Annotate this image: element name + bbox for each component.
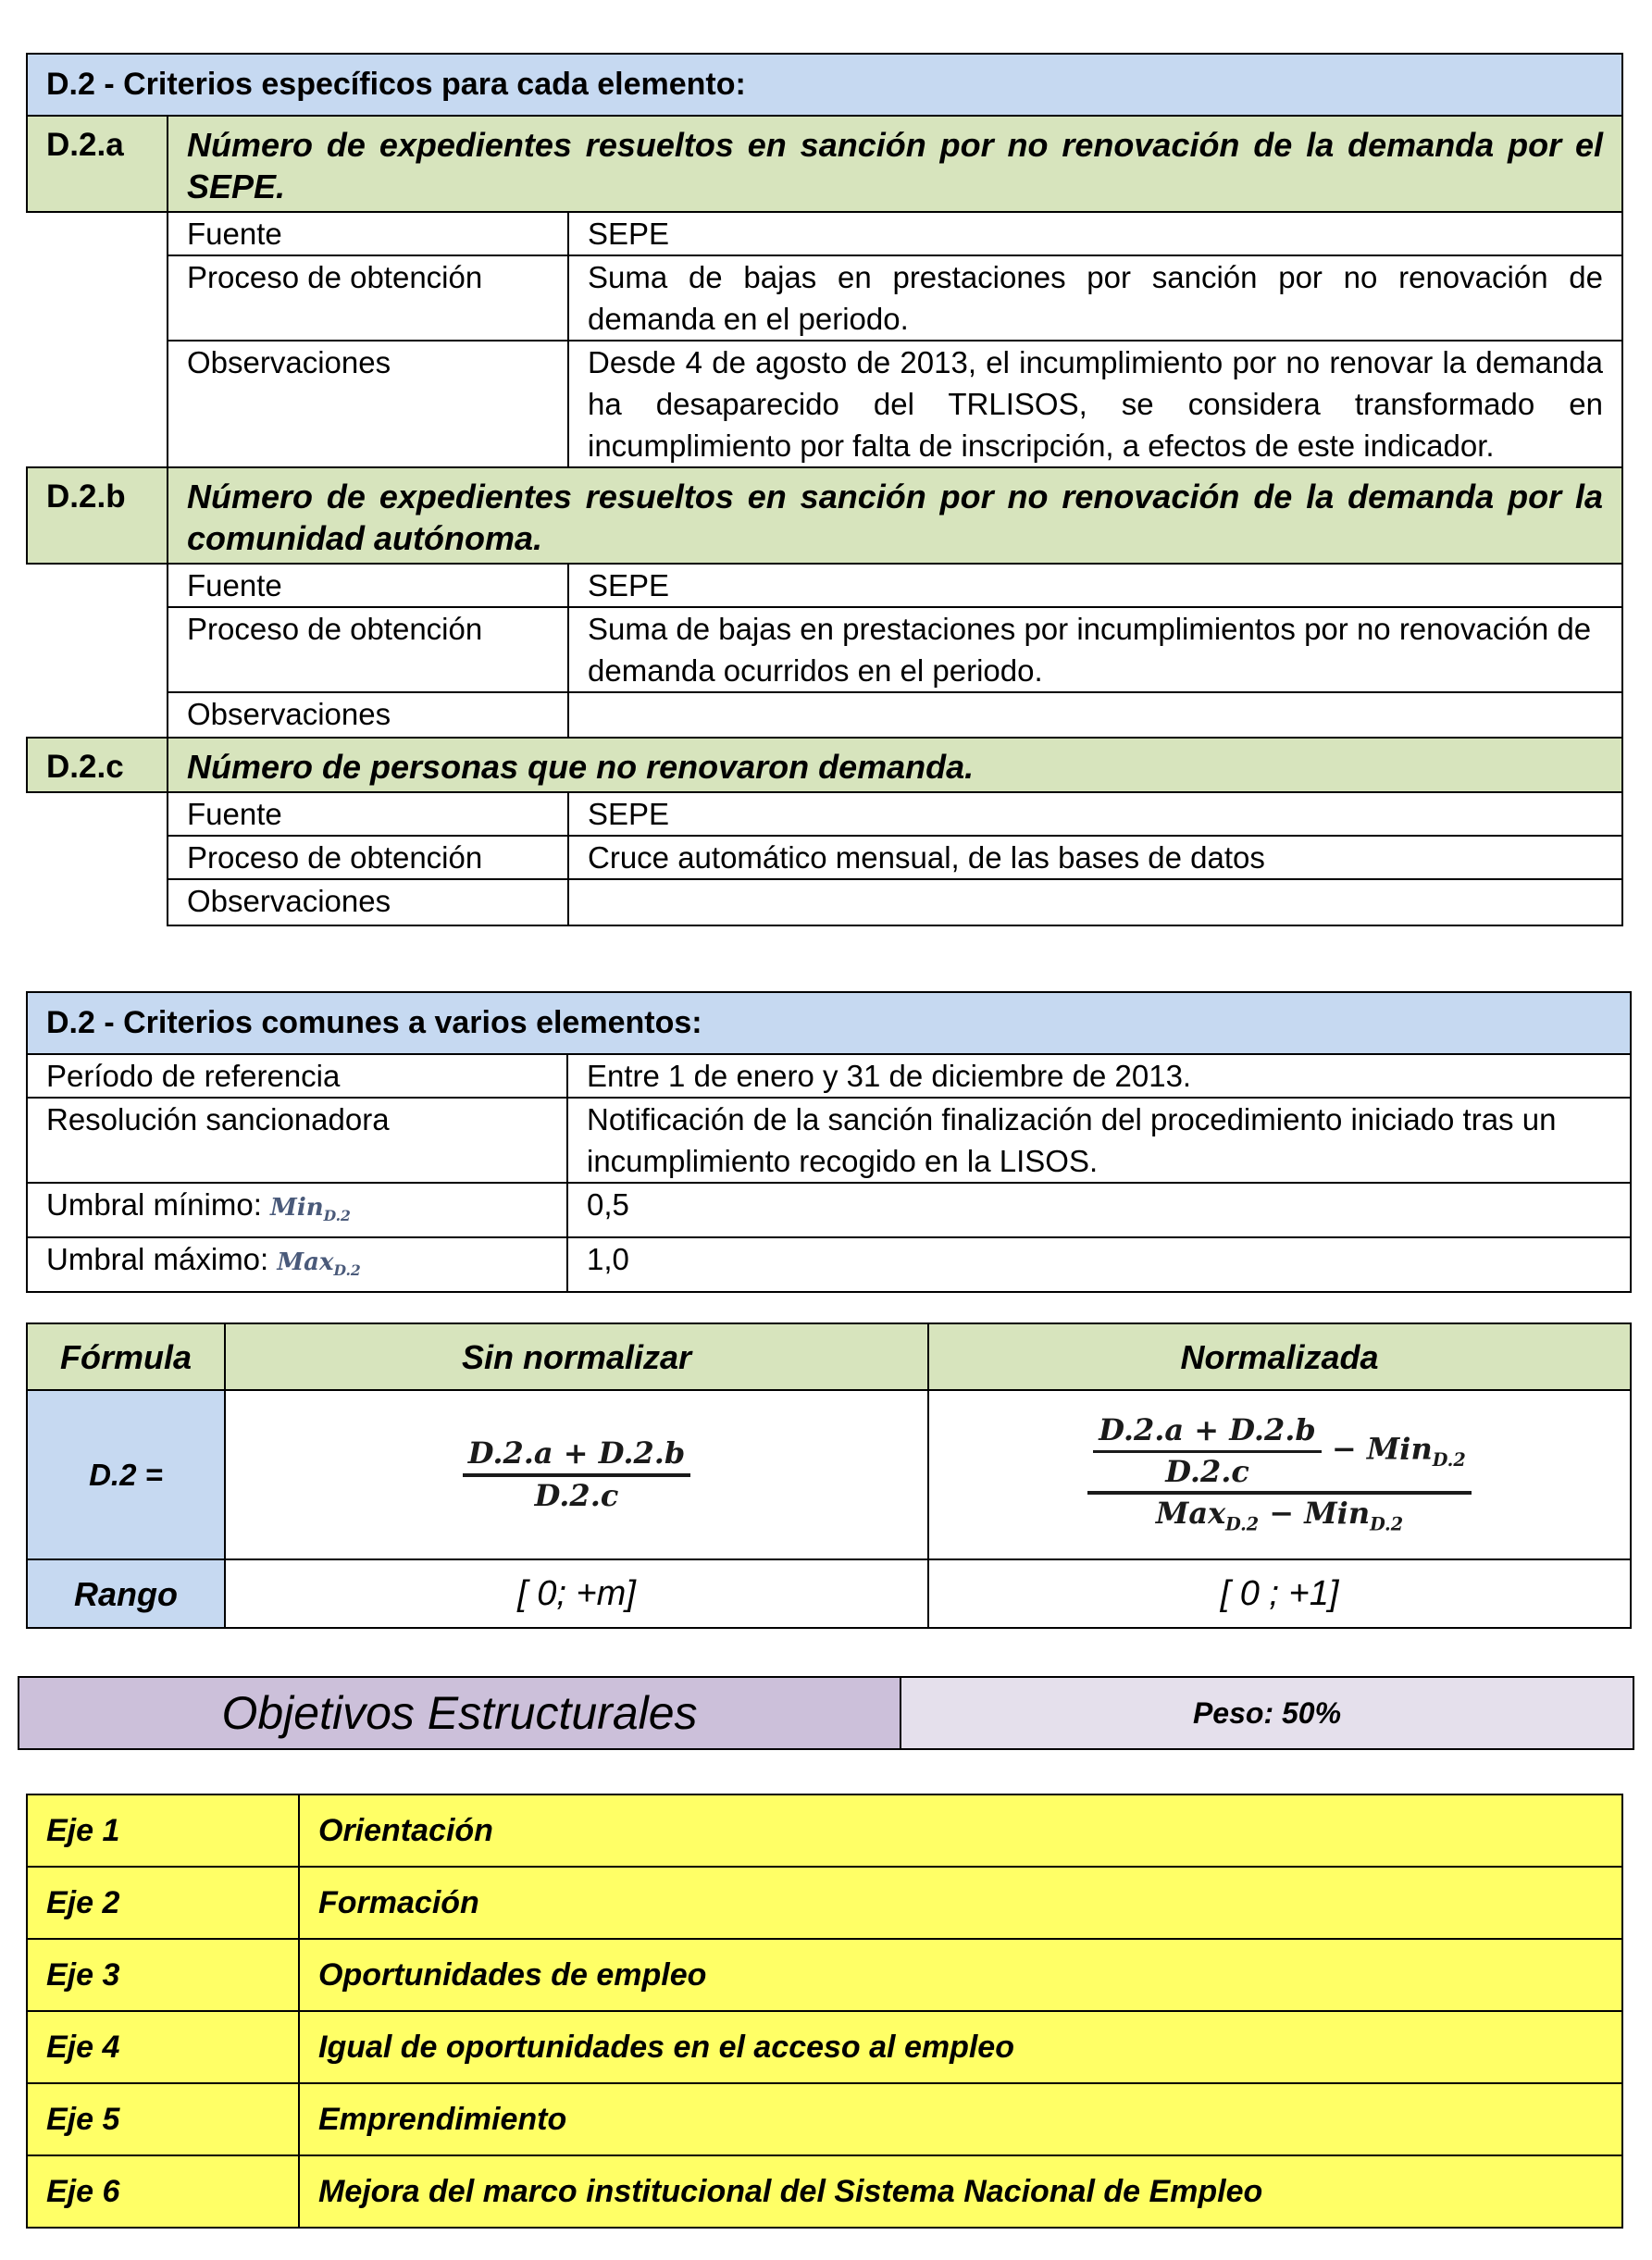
den-min-term: Min bbox=[1304, 1496, 1371, 1532]
table-row bbox=[27, 255, 1622, 341]
min-symbol-text: Min bbox=[270, 1194, 324, 1222]
inner-numerator: D.2.a + D.2.b bbox=[1093, 1415, 1322, 1453]
row-label: Observaciones bbox=[168, 341, 568, 467]
min-symbol-sub: D.2 bbox=[323, 1207, 351, 1225]
row-value bbox=[568, 879, 1622, 925]
row-value bbox=[568, 692, 1622, 738]
rango-row bbox=[27, 1559, 1631, 1628]
eje-row bbox=[27, 2155, 1622, 2228]
min-term: Min bbox=[1366, 1431, 1433, 1467]
objetivos-table bbox=[18, 1676, 1634, 1750]
row-label: Observaciones bbox=[168, 692, 568, 738]
inner-fraction bbox=[1093, 1412, 1322, 1489]
row-label-cell bbox=[27, 1183, 567, 1237]
minus-sign: − bbox=[1331, 1431, 1367, 1467]
criterios-comunes-block bbox=[26, 991, 1632, 1293]
sin-normalizar-formula bbox=[225, 1390, 928, 1559]
table-row bbox=[27, 1098, 1631, 1183]
indent-spacer bbox=[27, 564, 168, 738]
eje-name: Formación bbox=[299, 1867, 1622, 1939]
row-label: Proceso de obtención bbox=[168, 607, 568, 692]
formula-header-row bbox=[27, 1323, 1631, 1390]
row-label: Proceso de obtención bbox=[168, 836, 568, 879]
row-label: Fuente bbox=[168, 564, 568, 607]
element-title: Número de personas que no renovaron demanda. bbox=[168, 738, 1622, 792]
eje-row bbox=[27, 2083, 1622, 2155]
row-value: SEPE bbox=[568, 792, 1622, 836]
eje-row bbox=[27, 1794, 1622, 1867]
fraction-numerator: D.2.a + D.2.b bbox=[463, 1438, 691, 1477]
element-title: Número de expedientes resueltos en sanción por no renovación de la demanda por la comunidad autónoma. bbox=[168, 467, 1622, 564]
element-code: D.2.b bbox=[27, 467, 168, 564]
min-term-sub: D.2 bbox=[1432, 1449, 1466, 1471]
outer-fraction bbox=[1087, 1412, 1471, 1535]
row-label-cell bbox=[27, 1237, 567, 1292]
outer-denominator bbox=[1150, 1495, 1409, 1534]
max-symbol-sub: D.2 bbox=[333, 1261, 361, 1280]
min-symbol bbox=[270, 1194, 351, 1225]
criterios-comunes-title: D.2 - Criterios comunes a varios elementos: bbox=[27, 992, 1631, 1054]
row-label: Fuente bbox=[168, 212, 568, 255]
ejes-block bbox=[26, 1794, 1623, 2229]
table-row bbox=[27, 341, 1622, 467]
eje-code: Eje 4 bbox=[27, 2011, 299, 2083]
row-value: Desde 4 de agosto de 2013, el incumplimiento por no renovar la demanda ha desaparecido del TRLISOS, se considera transformado en incumplimiento por falta de inscripción, a efectos de este indicador. bbox=[568, 341, 1622, 467]
table-row bbox=[27, 212, 1622, 255]
element-code: D.2.c bbox=[27, 738, 168, 792]
sin-normalizar-header: Sin normalizar bbox=[225, 1323, 928, 1390]
table-row bbox=[27, 792, 1622, 836]
row-value: 0,5 bbox=[567, 1183, 1631, 1237]
eje-name: Orientación bbox=[299, 1794, 1622, 1867]
row-label: Umbral mínimo: bbox=[46, 1187, 271, 1222]
eje-row bbox=[27, 2011, 1622, 2083]
eje-name: Igual de oportunidades en el acceso al empleo bbox=[299, 2011, 1622, 2083]
normalizada-header: Normalizada bbox=[928, 1323, 1631, 1390]
objetivos-title: Objetivos Estructurales bbox=[19, 1677, 901, 1749]
eje-name: Oportunidades de empleo bbox=[299, 1939, 1622, 2011]
element-row-d2c bbox=[27, 738, 1622, 792]
row-value: Notificación de la sanción finalización del procedimiento iniciado tras un incumplimiento recogido en la LISOS. bbox=[567, 1098, 1631, 1183]
row-label: Fuente bbox=[168, 792, 568, 836]
formula-header: Fórmula bbox=[27, 1323, 225, 1390]
max-symbol-text: Max bbox=[277, 1248, 334, 1277]
formula-block bbox=[26, 1322, 1632, 1629]
table-row bbox=[27, 607, 1622, 692]
formula-table bbox=[26, 1322, 1632, 1629]
eje-code: Eje 3 bbox=[27, 1939, 299, 2011]
table-row bbox=[27, 1054, 1631, 1098]
row-label: Observaciones bbox=[168, 879, 568, 925]
table-row bbox=[27, 836, 1622, 879]
eje-name: Emprendimiento bbox=[299, 2083, 1622, 2155]
criterios-comunes-table bbox=[26, 991, 1632, 1293]
rango-sin-normalizar: [ 0; +m] bbox=[225, 1559, 928, 1628]
eje-code: Eje 2 bbox=[27, 1867, 299, 1939]
element-row-d2b bbox=[27, 467, 1622, 564]
row-value: Cruce automático mensual, de las bases de datos bbox=[568, 836, 1622, 879]
max-term: Max bbox=[1155, 1496, 1226, 1532]
max-symbol bbox=[277, 1248, 361, 1280]
row-value: 1,0 bbox=[567, 1237, 1631, 1292]
row-label: Período de referencia bbox=[27, 1054, 567, 1098]
den-min-term-sub: D.2 bbox=[1370, 1513, 1404, 1535]
peso-label: Peso: 50% bbox=[901, 1677, 1633, 1749]
objetivos-block bbox=[18, 1676, 1634, 1750]
criterios-especificos-table bbox=[26, 53, 1623, 926]
indent-spacer bbox=[27, 212, 168, 467]
eje-code: Eje 6 bbox=[27, 2155, 299, 2228]
den-minus-sign: − bbox=[1259, 1496, 1305, 1532]
element-title: Número de expedientes resueltos en sanción por no renovación de la demanda por el SEPE. bbox=[168, 116, 1622, 212]
row-value: Suma de bajas en prestaciones por incumplimientos por no renovación de demanda ocurridos en el periodo. bbox=[568, 607, 1622, 692]
ejes-table bbox=[26, 1794, 1623, 2229]
element-code: D.2.a bbox=[27, 116, 168, 212]
formula-row bbox=[27, 1390, 1631, 1559]
fraction-denominator: D.2.c bbox=[534, 1477, 619, 1513]
row-label: Umbral máximo: bbox=[46, 1242, 278, 1277]
table-row bbox=[27, 1237, 1631, 1292]
formula-row-label: D.2 = bbox=[27, 1390, 225, 1559]
fraction bbox=[463, 1434, 691, 1513]
row-label: Proceso de obtención bbox=[168, 255, 568, 341]
normalizada-formula bbox=[928, 1390, 1631, 1559]
eje-code: Eje 1 bbox=[27, 1794, 299, 1867]
table-row bbox=[27, 1183, 1631, 1237]
row-value: Entre 1 de enero y 31 de diciembre de 2013. bbox=[567, 1054, 1631, 1098]
table-row bbox=[27, 879, 1622, 925]
row-value: Suma de bajas en prestaciones por sanción por no renovación de demanda en el periodo. bbox=[568, 255, 1622, 341]
row-value: SEPE bbox=[568, 212, 1622, 255]
table-row bbox=[27, 564, 1622, 607]
inner-denominator: D.2.c bbox=[1165, 1453, 1249, 1489]
rango-normalizada: [ 0 ; +1] bbox=[928, 1559, 1631, 1628]
row-label: Resolución sancionadora bbox=[27, 1098, 567, 1183]
max-term-sub: D.2 bbox=[1225, 1513, 1260, 1535]
eje-row bbox=[27, 1939, 1622, 2011]
eje-code: Eje 5 bbox=[27, 2083, 299, 2155]
outer-numerator bbox=[1087, 1412, 1471, 1495]
eje-name: Mejora del marco institucional del Sistema Nacional de Empleo bbox=[299, 2155, 1622, 2228]
eje-row bbox=[27, 1867, 1622, 1939]
criterios-especificos-block bbox=[26, 53, 1623, 926]
criterios-especificos-title: D.2 - Criterios específicos para cada elemento: bbox=[27, 54, 1622, 116]
element-row-d2a bbox=[27, 116, 1622, 212]
table-row bbox=[27, 692, 1622, 738]
rango-label: Rango bbox=[27, 1559, 225, 1628]
row-value: SEPE bbox=[568, 564, 1622, 607]
indent-spacer bbox=[27, 792, 168, 925]
